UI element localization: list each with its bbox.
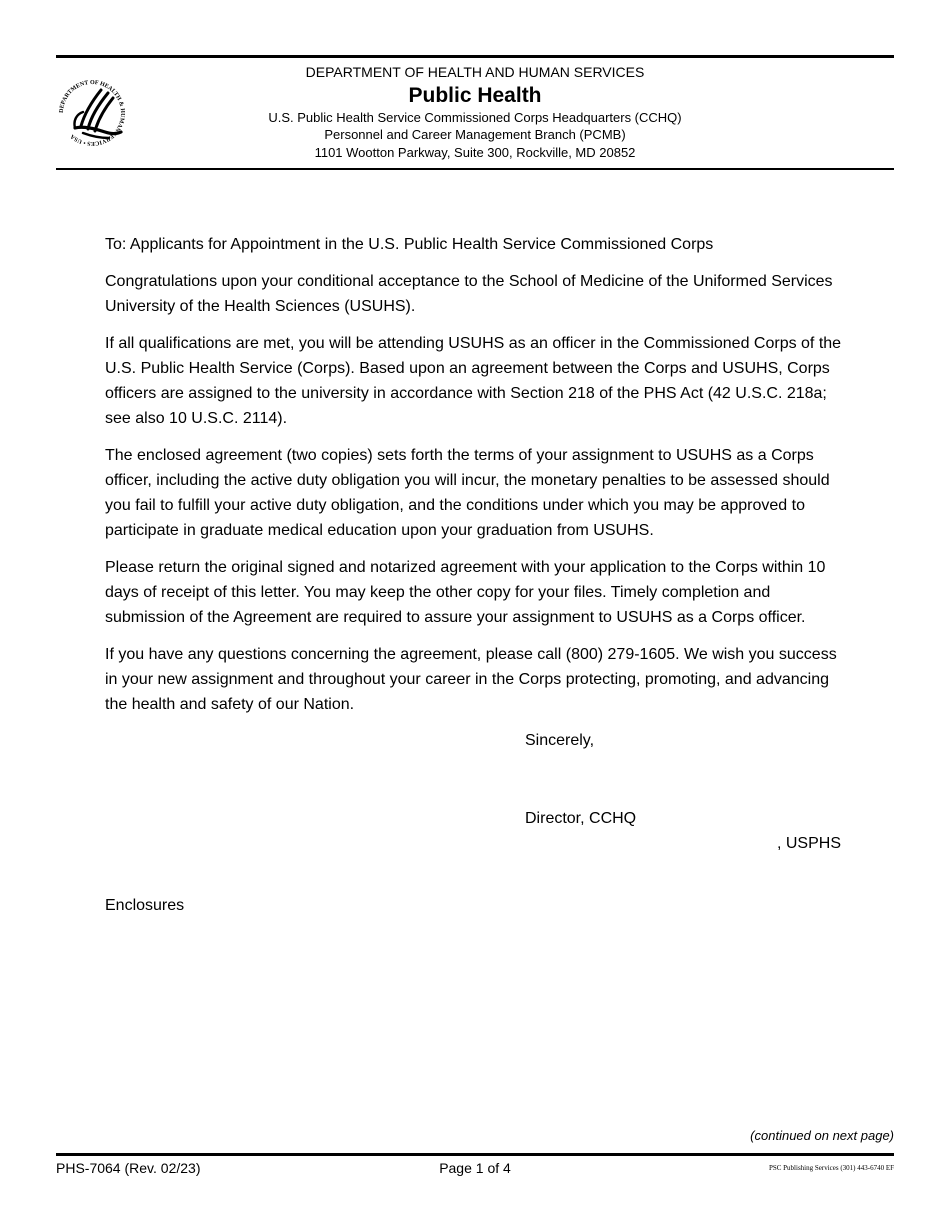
seal-text: DEPARTMENT OF HEALTH & HUMAN SERVICES • USA bbox=[58, 79, 126, 147]
paragraph-return: Please return the original signed and notarized agreement with your application to the Corps within 10 days of receipt of this letter. You may keep the other copy for your files. Timely completion and submission of the Agreement are required to assure your assignment to USUHS as a Corps officer. bbox=[105, 559, 826, 626]
enclosures-note: Enclosures bbox=[105, 897, 185, 914]
header-bottom-rule bbox=[56, 168, 894, 170]
paragraph-congratulations: Congratulations upon your conditional acceptance to the School of Medicine of the Uniformed Services University of the Health Sciences (USUHS). bbox=[105, 273, 833, 315]
branch-name: Personnel and Career Management Branch (PCMB) bbox=[324, 127, 626, 143]
department-name: DEPARTMENT OF HEALTH AND HUMAN SERVICES bbox=[305, 64, 645, 80]
paragraph-questions: If you have any questions concerning the agreement, please call (800) 279-1605. We wish you success in your new assignment and throughout your career in the Corps protecting, promoting, and advancing the health and safety of our Nation. bbox=[105, 646, 837, 713]
publisher-note: PSC Publishing Services (301) 443-6740 EF bbox=[768, 1164, 894, 1172]
form-id: PHS-7064 (Rev. 02/23) bbox=[56, 1160, 201, 1176]
page-number: Page 1 of 4 bbox=[439, 1160, 511, 1176]
closing: Sincerely, bbox=[525, 732, 595, 749]
agency-title: Public Health bbox=[408, 84, 542, 107]
letter-body bbox=[105, 232, 850, 729]
header-top-rule bbox=[56, 55, 894, 58]
paragraph-qualifications: If all qualifications are met, you will be attending USUHS as an officer in the Commissioned Corps of the U.S. Public Health Service (Corps). Based upon an agreement between the Corps and USUHS, Corps officers are assigned to the university in accordance with Section 218 of the PHS Act (42 U.S.C. 218a; see also 10 U.S.C. 2114). bbox=[105, 335, 842, 427]
signer-service: , USPHS bbox=[776, 835, 841, 852]
letterhead bbox=[56, 62, 894, 161]
salutation: To: Applicants for Appointment in the U.S. Public Health Service Commissioned Corps bbox=[105, 236, 714, 253]
paragraph-agreement: The enclosed agreement (two copies) sets forth the terms of your assignment to USUHS as a Corps officer, including the active duty obligation you will incur, the monetary penalties to be assessed should you fail to fulfill your active duty obligation, and the conditions under which you may be approved to participate in graduate medical education upon your graduation from USUHS. bbox=[105, 447, 830, 539]
footer-rule bbox=[56, 1153, 894, 1156]
continued-note: (continued on next page) bbox=[750, 1128, 894, 1143]
office-name: U.S. Public Health Service Commissioned Corps Headquarters (CCHQ) bbox=[268, 110, 682, 125]
signer-title: Director, CCHQ bbox=[525, 810, 637, 827]
office-address: 1101 Wootton Parkway, Suite 300, Rockville, MD 20852 bbox=[314, 144, 636, 160]
